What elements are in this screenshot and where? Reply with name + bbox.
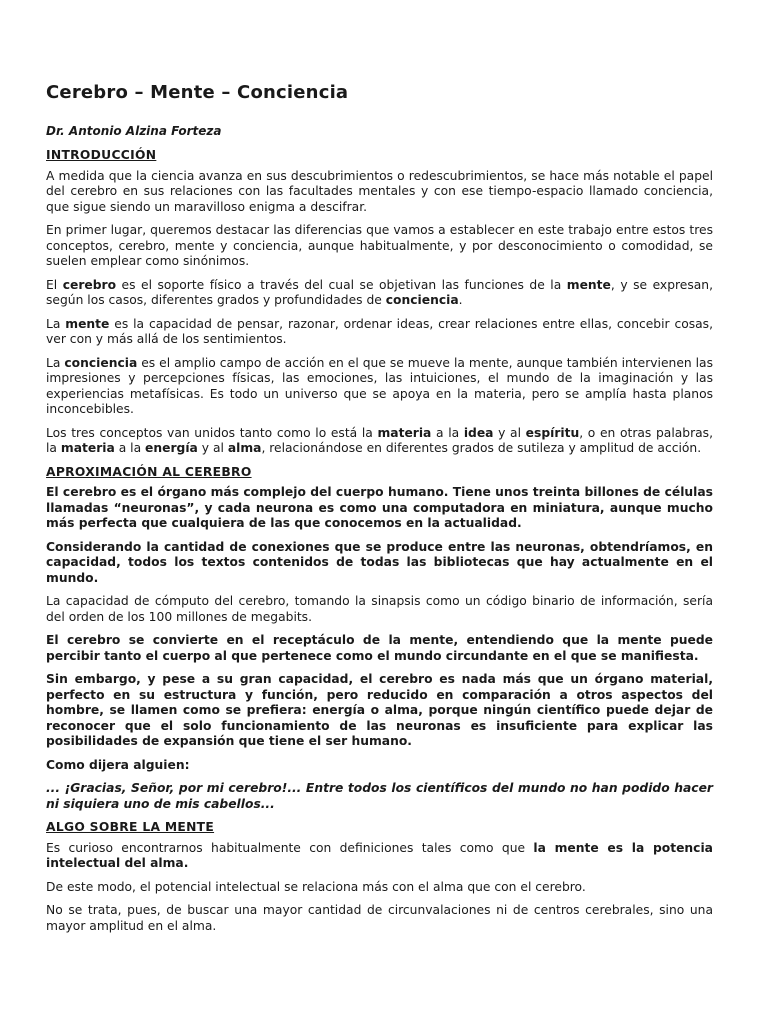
keyword-conciencia: conciencia [385,293,459,307]
paragraph-bold: Considerando la cantidad de conexiones que se produce entre las neuronas, obtendríamos, en capacidad, todos los textos contenidos de todas las bibliotecas que hay actualmente en el mundo. [46,539,713,585]
paragraph: La conciencia es el amplio campo de acción en el que se mueve la mente, aunque también intervienen las impresiones y percepciones físicas, las emociones, las intuiciones, el mundo de la imaginación y las experiencias metafísicas. Es todo un universo que se apoya en la materia, pero se amplía hasta planos inconcebibles. [46,355,714,416]
document-author: Dr. Antonio Alzina Forteza [46,124,222,138]
paragraph: La mente es la capacidad de pensar, razonar, ordenar ideas, crear relaciones entre ellas, concebir cosas, ver con y más allá de los sentimientos. [46,316,714,346]
paragraph: Los tres conceptos van unidos tanto como lo está la materia a la idea y al espíritu, o en otras palabras, la materia a la energía y al alma, relacionándose en diferentes grados de sutileza y amplitud de acción. [46,425,713,455]
paragraph: La capacidad de cómputo del cerebro, tomando la sinapsis como un código binario de información, sería del orden de los 100 millones de megabits. [46,594,713,624]
keyword-materia: materia [60,441,115,455]
keyword-conciencia: conciencia [64,355,138,370]
document-title: Cerebro – Mente – Conciencia [46,82,349,103]
quote: ... ¡Gracias, Señor, por mi cerebro!... Entre todos los científicos del mundo no han podido hacer ni siquiera uno de mis cabellos... [46,781,713,811]
paragraph-bold: Como dijera alguien: [46,757,190,772]
paragraph-bold: El cerebro es el órgano más complejo del cuerpo humano. Tiene unos treinta billones de células llamadas “neuronas”, y cada neurona es como una computadora en miniatura, aunque mucho más perfecta que cualquiera de las que conocemos en la actualidad. [46,485,713,530]
keyword-definicion: la mente es la potencia intelectual del alma. [46,840,713,870]
paragraph: No se trata, pues, de buscar una mayor cantidad de circunvalaciones ni de centros cerebrales, sino una mayor amplitud en el alma. [46,903,713,933]
paragraph: De este modo, el potencial intelectual se relaciona más con el alma que con el cerebro. [46,879,586,894]
section-heading-introduccion: INTRODUCCIÓN [46,148,157,162]
paragraph: Es curioso encontrarnos habitualmente con definiciones tales como que la mente es la potencia intelectual del alma. [46,840,713,870]
keyword-energia: energía [145,441,198,455]
document-body [46,148,713,942]
paragraph-bold: El cerebro se convierte en el receptáculo de la mente, entendiendo que la mente puede percibir tanto el cuerpo al que pertenece como el mundo circundante en el que se manifiesta. [46,633,713,663]
keyword-materia: materia [377,425,432,440]
paragraph: El cerebro es el soporte físico a través del cual se objetivan las funciones de la mente, y se expresan, según los casos, diferentes grados y profundidades de conciencia. [46,277,713,307]
paragraph: A medida que la ciencia avanza en sus descubrimientos o redescubrimientos, se hace más notable el papel del cerebro en sus relaciones con las facultades mentales y con ese tiempo-espacio llamado conciencia, que sigue siendo un maravilloso enigma a descifrar. [46,168,713,214]
keyword-espiritu: espíritu [525,425,580,440]
keyword-alma: alma [227,441,262,455]
section-heading-mente: ALGO SOBRE LA MENTE [46,820,215,834]
paragraph: En primer lugar, queremos destacar las diferencias que vamos a establecer en este trabajo entre estos tres conceptos, cerebro, mente y conciencia, aunque habitualmente, y por desconocimiento o comodidad, se suelen emplear como sinónimos. [46,223,713,268]
paragraph-bold: Sin embargo, y pese a su gran capacidad, el cerebro es nada más que un órgano material, perfecto en su estructura y función, pero reducido en comparación a otros aspectos del hombre, se llamen como se prefiera: energía o alma, porque ningún científico puede dejar de reconocer que el solo funcionamiento de las neuronas es insuficiente para explicar las posibilidades de expansión que tiene el ser humano. [46,672,713,748]
keyword-idea: idea [463,425,494,440]
keyword-cerebro: cerebro [62,277,117,292]
keyword-mente: mente [65,316,110,331]
section-heading-cerebro: APROXIMACIÓN AL CEREBRO [46,464,252,479]
keyword-mente: mente [566,277,611,292]
